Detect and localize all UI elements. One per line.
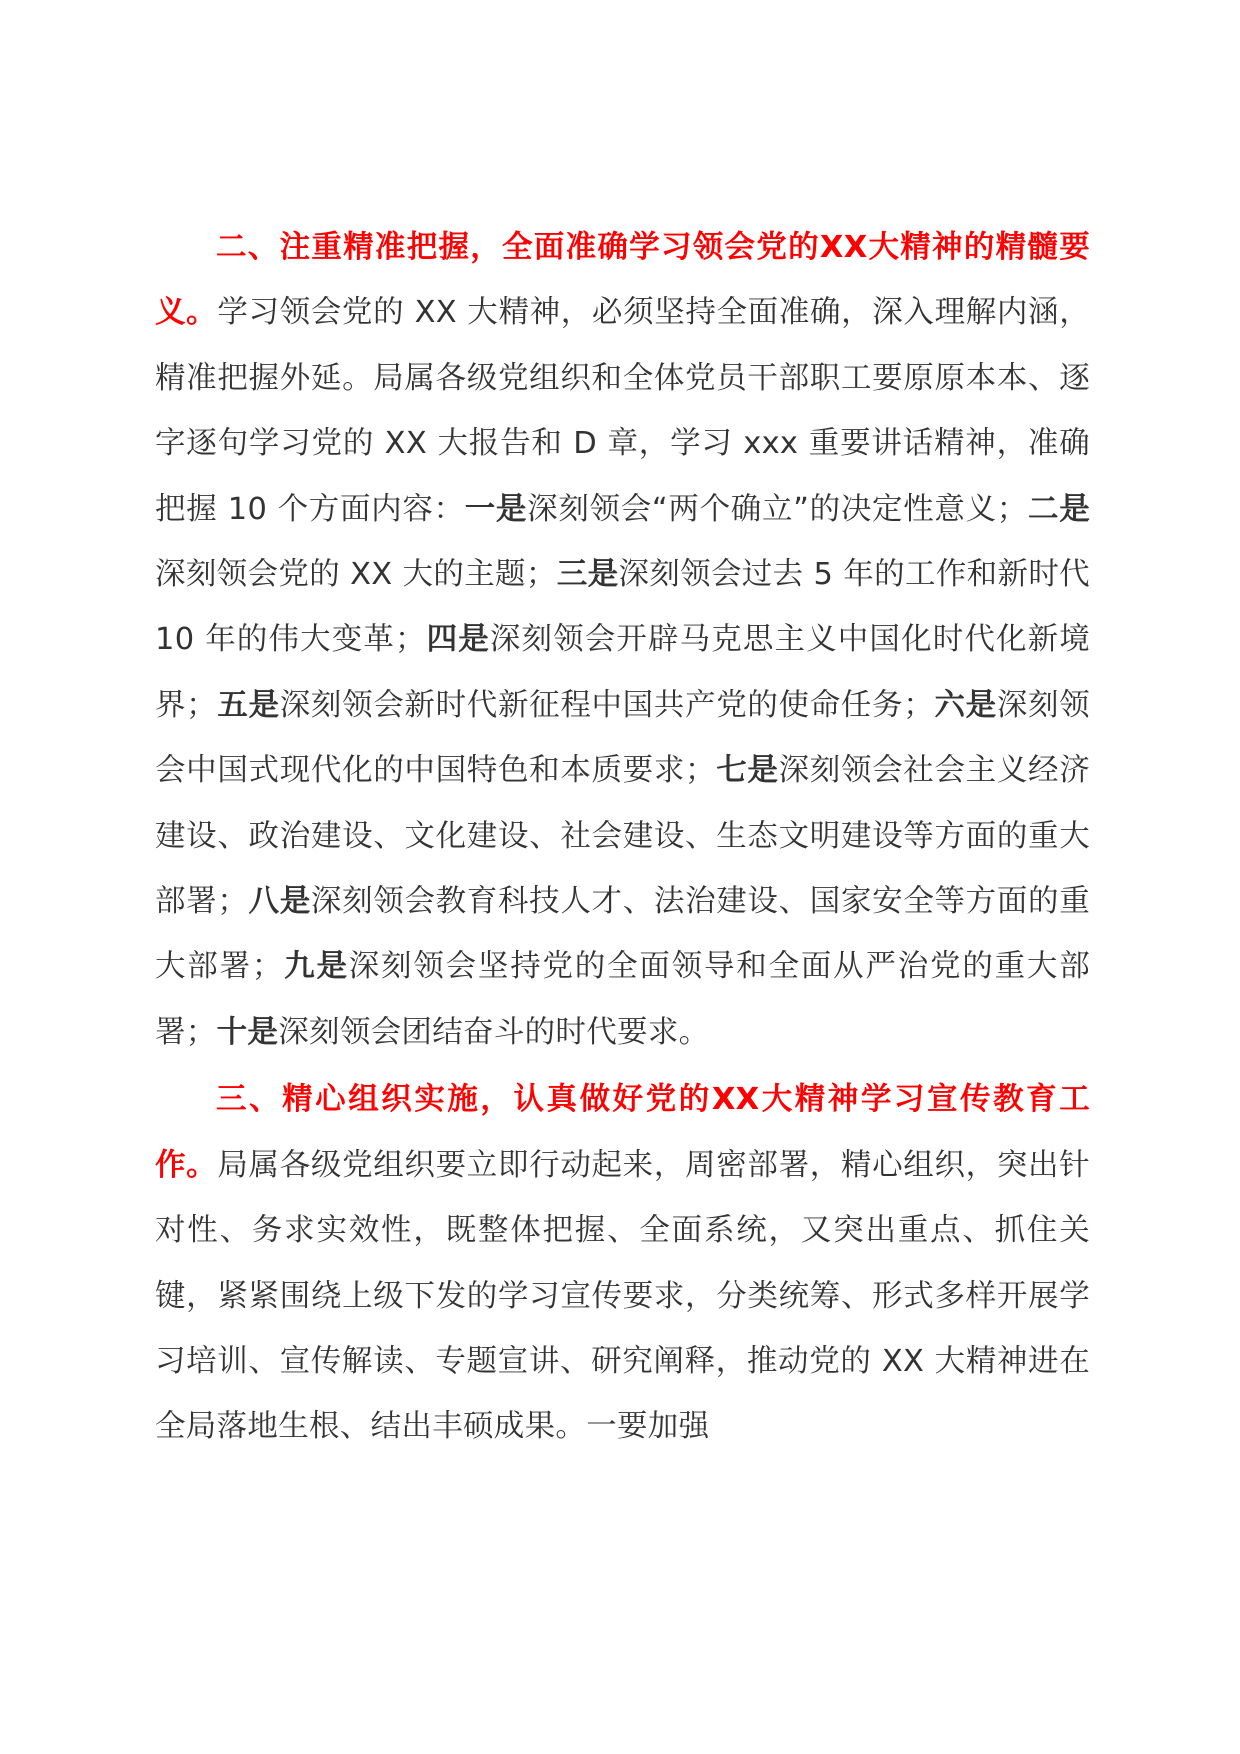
- point-lead: 三是: [556, 557, 619, 593]
- point-lead: 一是: [464, 491, 528, 527]
- point-1: [465, 492, 1028, 527]
- point-text: 深刻领会教育科技人才、法治建设、国家安全等方面的重大部署；: [155, 884, 1091, 985]
- section-3-body: 局属各级党组织要立即行动起来，周密部署，精心组织，突出针对性、务求实效性，既整体把握、全面系统，又突出重点、抓住关键，紧紧围绕上级下发的学习宣传要求，分类统筹、形式多样开展学习培训、宣传解读、专题宣讲、研究阐释，推动党的 XX 大精神进在全局落地生根、结出丰硕成果。一要加强: [155, 1147, 1090, 1445]
- point-lead: 五是: [216, 687, 280, 723]
- section-3-paragraph: [155, 1067, 1090, 1459]
- document-page: [155, 215, 1090, 1462]
- point-lead: 九是: [282, 949, 349, 985]
- point-10: [217, 1015, 710, 1050]
- point-text: 深刻领会中国式现代化的中国特色和本质要求；: [155, 687, 1090, 789]
- section-3-heading: 三、精心组织实施，认真做好党的XX大精神学习宣传教育工作。: [155, 1082, 1090, 1183]
- point-text: 深刻领会社会主义经济建设、政治建设、文化建设、社会建设、生态文明建设等方面的重大部署；: [155, 753, 1091, 920]
- point-text: 深刻领会开辟马克思主义中国化时代化新境界；: [155, 622, 1091, 723]
- point-lead: 二是: [1027, 491, 1090, 527]
- point-text: 深刻领会坚持党的全面领导和全面从严治党的重大部署；: [155, 949, 1090, 1050]
- section-2-heading: 二、注重精准把握，全面准确学习领会党的XX大精神的精髓要义。: [155, 230, 1090, 331]
- point-lead: 八是: [248, 884, 311, 920]
- point-lead: 四是: [425, 622, 490, 658]
- point-text: 深刻领会过去 5 年的工作和新时代 10 年的伟大变革；: [155, 557, 1090, 658]
- point-lead: 七是: [715, 753, 779, 789]
- section-2-intro: 学习领会党的 XX 大精神，必须坚持全面准确，深入理解内涵，精准把握外延。局属各级党组织和全体党员干部职工要原原本本、逐字逐句学习党的 XX 大报告和 D 章，学习 xxx 重要讲话精神，准确把握 10 个方面内容：: [155, 295, 1090, 527]
- point-lead: 十是: [216, 1014, 279, 1050]
- point-text: 深刻领会新时代新征程中国共产党的使命任务；: [279, 687, 935, 723]
- point-text: 深刻领会团结奋斗的时代要求。: [278, 1014, 710, 1050]
- section-2-paragraph: [155, 215, 1090, 1065]
- point-5: [217, 688, 934, 723]
- point-lead: 六是: [934, 687, 997, 723]
- point-text: 深刻领会党的 XX 大的主题；: [155, 557, 557, 593]
- point-text: 深刻领会“两个确立”的决定性意义；: [527, 491, 1028, 527]
